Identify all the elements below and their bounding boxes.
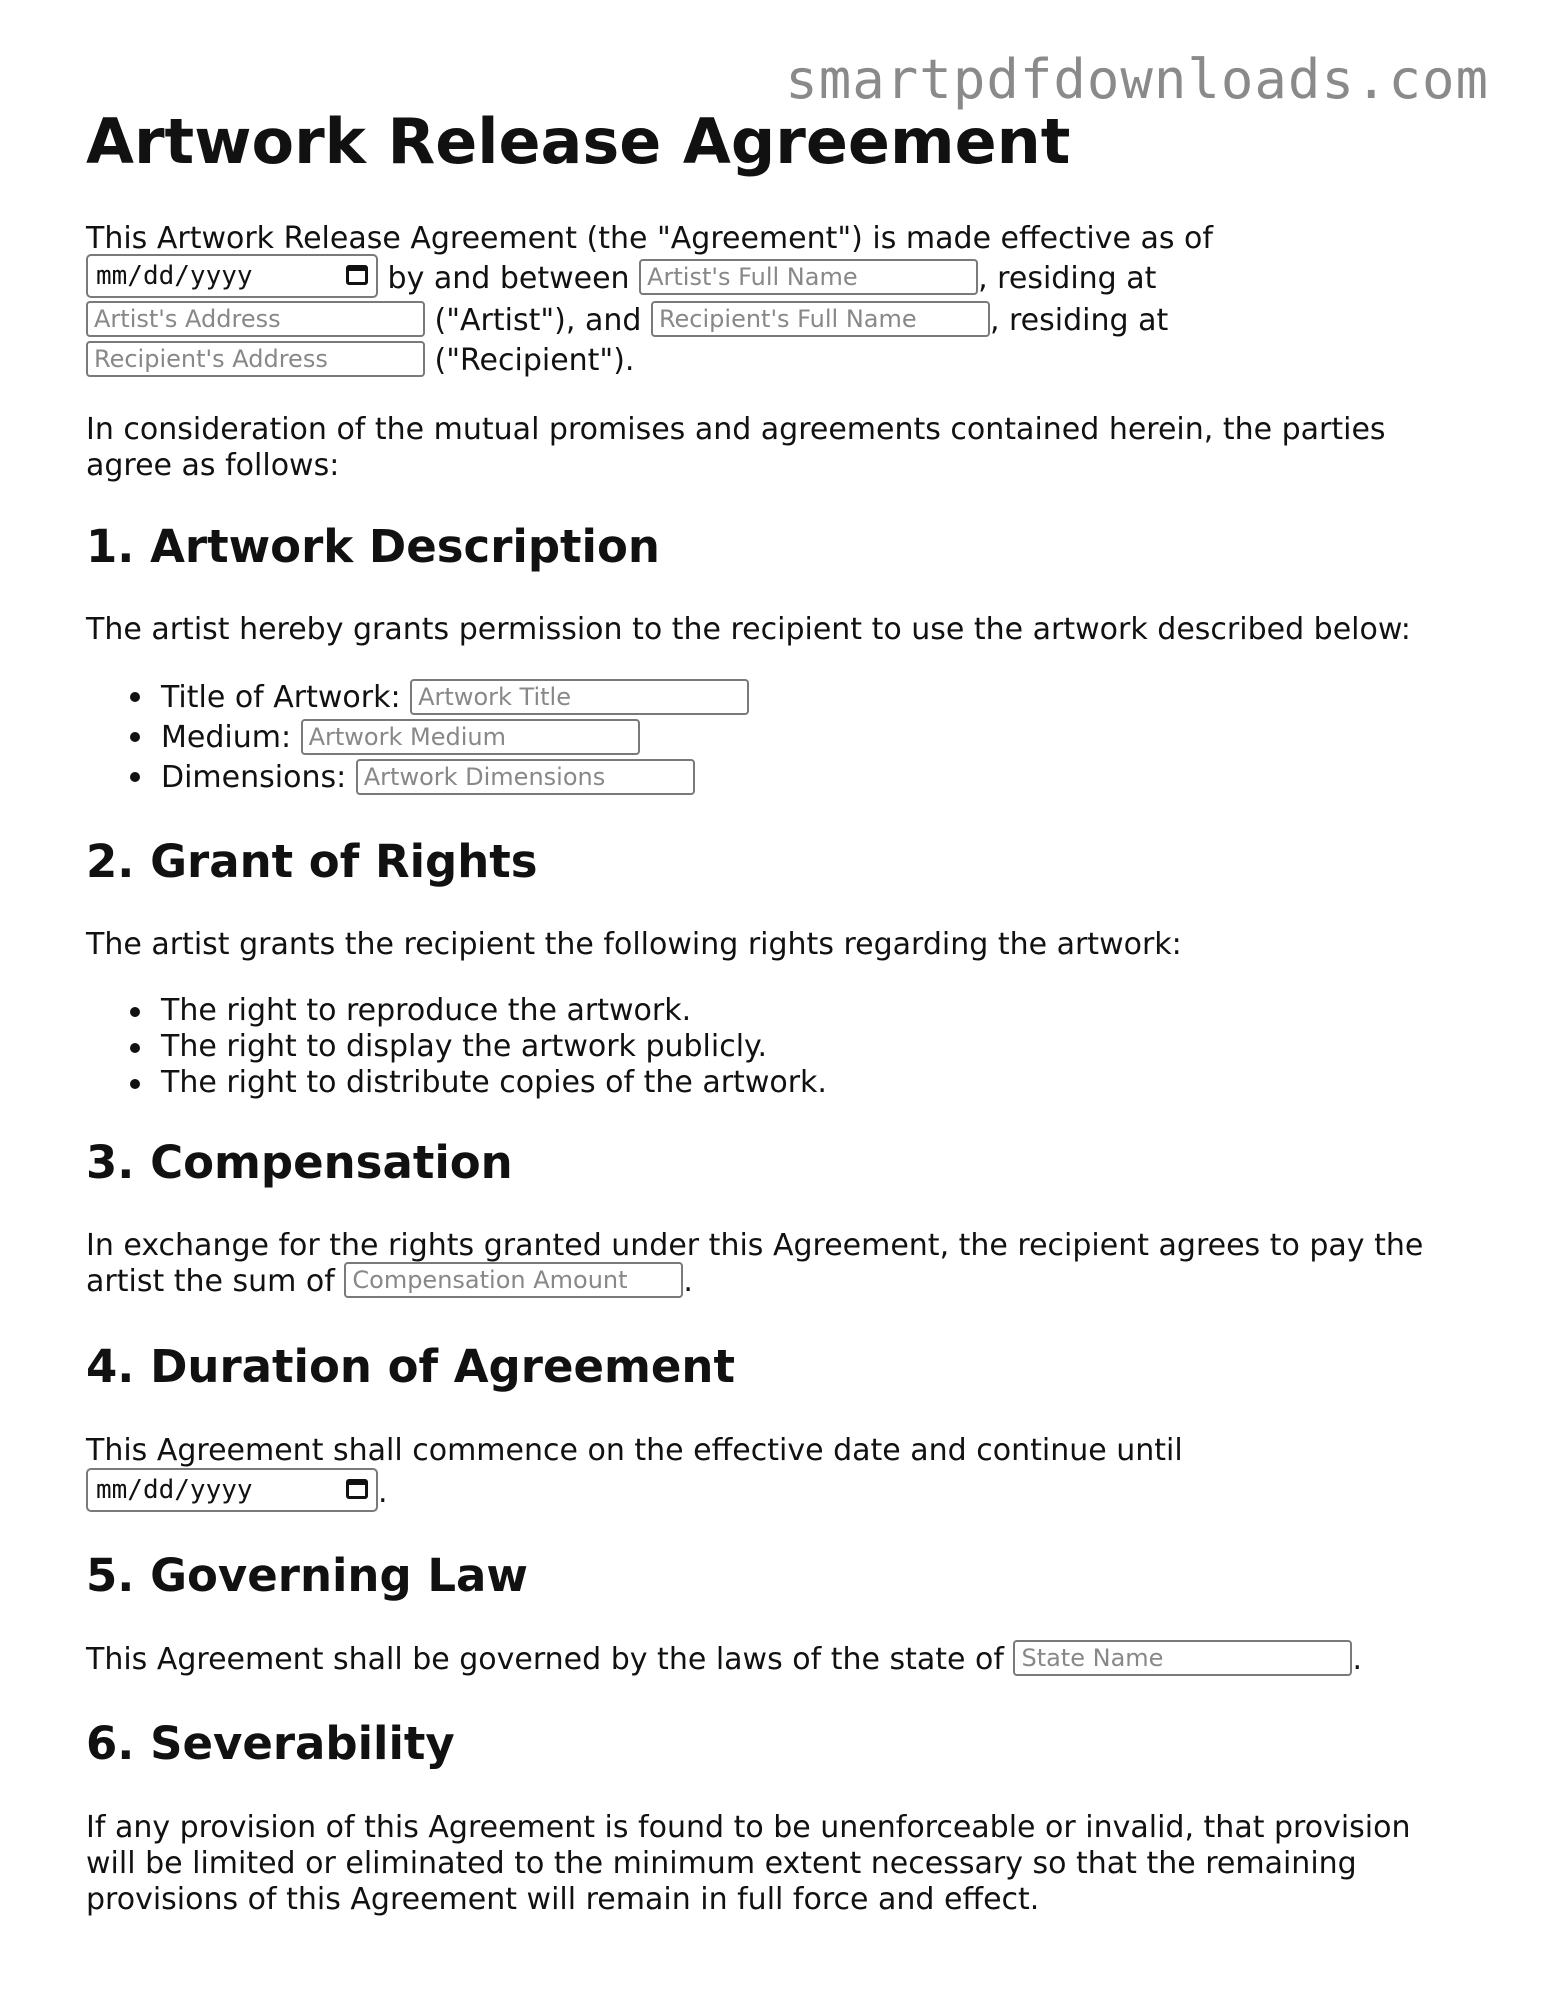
intro-text: This Artwork Release Agreement (the "Agreement") is made effective as of	[86, 221, 1213, 256]
intro-line-3	[86, 303, 1168, 339]
bullet-icon	[130, 1079, 140, 1089]
duration-line-1: This Agreement shall commence on the effective date and continue until	[86, 1433, 1183, 1468]
section-heading-severability: 6. Severability	[86, 1717, 455, 1770]
compensation-line-1: In exchange for the rights granted under this Agreement, the recipient agrees to pay the	[86, 1228, 1424, 1263]
section-heading-grant-of-rights: 2. Grant of Rights	[86, 835, 538, 888]
right-text: The right to reproduce the artwork.	[161, 993, 692, 1028]
compensation-line-2	[86, 1264, 693, 1300]
list-item	[86, 718, 749, 758]
recipient-name-input[interactable]: Recipient's Full Name	[651, 301, 990, 337]
calendar-icon[interactable]	[346, 1479, 368, 1499]
severability-line-3: provisions of this Agreement will remain in full force and effect.	[86, 1882, 1040, 1917]
consideration-line-2: agree as follows:	[86, 448, 340, 483]
bullet-icon	[130, 1043, 140, 1053]
compensation-amount-input[interactable]: Compensation Amount	[344, 1262, 683, 1298]
bullet-icon	[130, 772, 140, 782]
severability-line-1: If any provision of this Agreement is found to be unenforceable or invalid, that provision	[86, 1810, 1411, 1845]
intro-line-4	[86, 343, 634, 379]
bullet-icon	[130, 1007, 140, 1017]
section-heading-artwork-description: 1. Artwork Description	[86, 520, 660, 573]
artwork-dimensions-label: Dimensions:	[161, 760, 356, 795]
bullet-icon	[130, 692, 140, 702]
artwork-medium-input[interactable]: Artwork Medium	[301, 719, 640, 755]
artwork-details-list	[86, 678, 749, 798]
list-item	[86, 1065, 827, 1101]
list-item	[86, 1029, 827, 1065]
right-text: The right to distribute copies of the artwork.	[161, 1065, 827, 1100]
watermark: smartpdfdownloads.com	[785, 48, 1489, 111]
artwork-dimensions-input[interactable]: Artwork Dimensions	[356, 759, 695, 795]
governing-law-suffix: .	[1352, 1642, 1362, 1677]
duration-line-2	[86, 1475, 388, 1512]
list-item	[86, 678, 749, 718]
residing-at-text: , residing at	[978, 261, 1157, 296]
artist-label-text: ("Artist"), and	[425, 303, 651, 338]
section-heading-duration: 4. Duration of Agreement	[86, 1340, 735, 1393]
residing-at-text: , residing at	[989, 303, 1169, 338]
compensation-suffix: .	[683, 1264, 693, 1299]
recipient-address-input[interactable]: Recipient's Address	[86, 341, 425, 377]
calendar-icon[interactable]	[346, 265, 368, 285]
list-item	[86, 758, 749, 798]
artwork-title-label: Title of Artwork:	[161, 680, 411, 715]
intro-line-1	[86, 221, 1213, 257]
severability-line-2: will be limited or eliminated to the minimum extent necessary so that the remaining	[86, 1846, 1357, 1881]
state-name-input[interactable]: State Name	[1013, 1640, 1352, 1676]
date-placeholder: mm/dd/yyyy	[96, 1474, 253, 1505]
page-title: Artwork Release Agreement	[86, 105, 1071, 178]
rights-list	[86, 993, 827, 1101]
list-item	[86, 993, 827, 1029]
governing-law-prefix: This Agreement shall be governed by the laws of the state of	[86, 1642, 1014, 1677]
consideration-line-1: In consideration of the mutual promises and agreements contained herein, the parties	[86, 412, 1386, 447]
duration-suffix: .	[378, 1475, 388, 1510]
end-date-input[interactable]	[86, 1468, 378, 1512]
date-placeholder: mm/dd/yyyy	[96, 260, 253, 291]
section-heading-compensation: 3. Compensation	[86, 1136, 513, 1189]
by-and-between-text: by and between	[378, 261, 640, 296]
recipient-label-text: ("Recipient").	[425, 343, 635, 378]
section-heading-governing-law: 5. Governing Law	[86, 1549, 528, 1602]
compensation-prefix: artist the sum of	[86, 1264, 345, 1299]
right-text: The right to display the artwork publicly.	[161, 1029, 768, 1064]
artist-name-input[interactable]: Artist's Full Name	[639, 259, 978, 295]
intro-line-2	[86, 261, 1156, 298]
grant-of-rights-text: The artist grants the recipient the following rights regarding the artwork:	[86, 927, 1182, 962]
artwork-medium-label: Medium:	[161, 720, 301, 755]
artwork-title-input[interactable]: Artwork Title	[410, 679, 749, 715]
governing-law-text	[86, 1642, 1362, 1678]
effective-date-input[interactable]	[86, 254, 378, 298]
artist-address-input[interactable]: Artist's Address	[86, 301, 425, 337]
artwork-description-text: The artist hereby grants permission to the recipient to use the artwork described below:	[86, 612, 1411, 647]
bullet-icon	[130, 732, 140, 742]
